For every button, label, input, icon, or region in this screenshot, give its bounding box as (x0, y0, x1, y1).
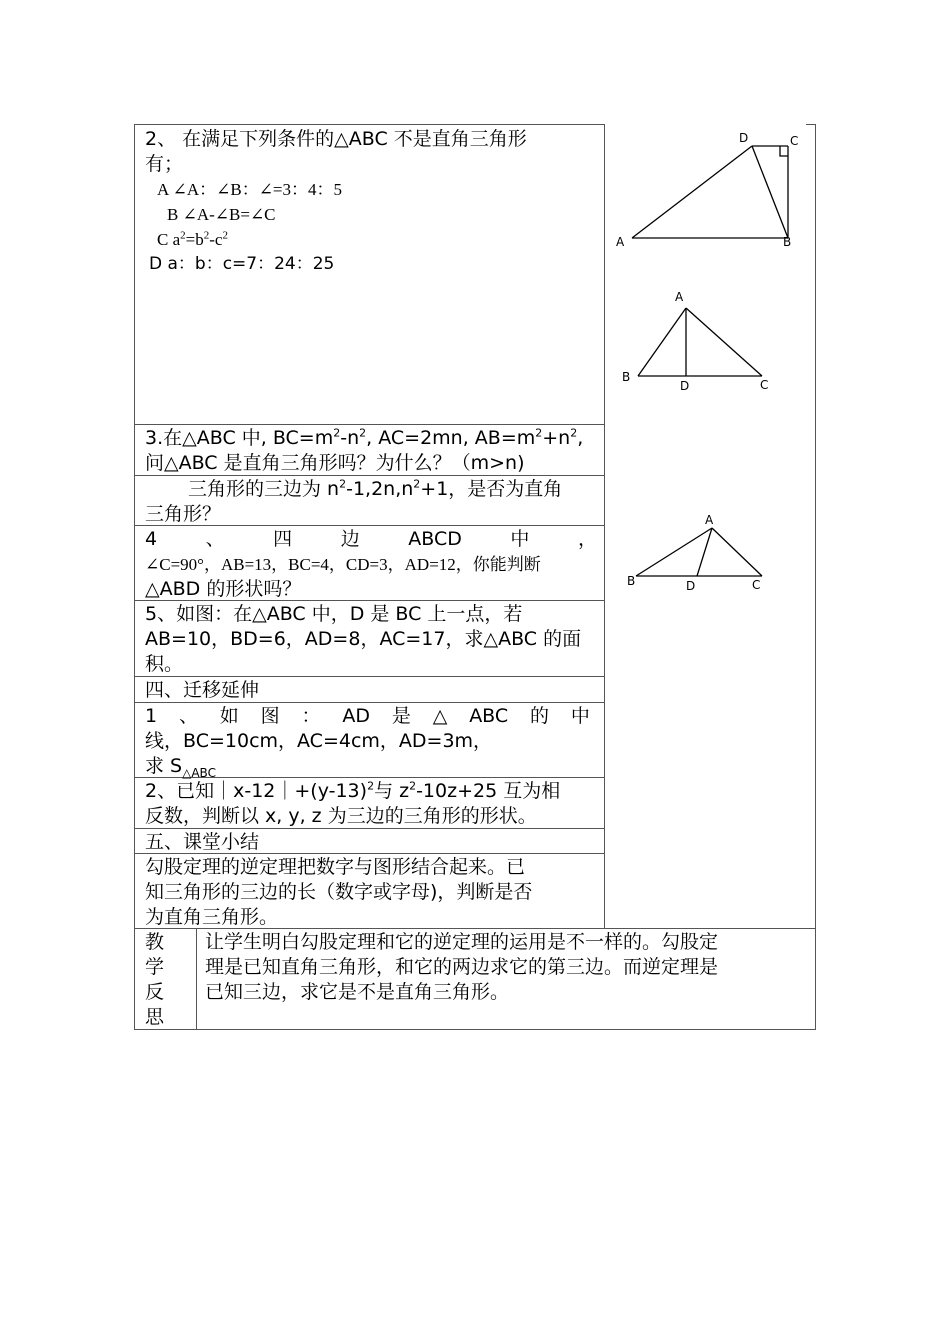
summary-line1: 勾股定理的逆定理把数字与图形结合起来。已 (145, 856, 526, 878)
question-5-line1: 5、如图：在△ABC 中，D 是 BC 上一点，若 (145, 603, 523, 625)
question-3-line1: 3.在△ABC 中, $BC=m^2-n^2$, AC=2mn, $AB=m^2+n^2$, (145, 426, 584, 449)
question-5-line3: 积。 (145, 653, 184, 675)
label-a: A (616, 235, 625, 249)
label-d: D (686, 579, 696, 593)
segment-db (752, 146, 788, 238)
reflection-line3: 已知三边，求它是不是直角三角形。 (205, 981, 510, 1003)
reflection-line2: 理是已知直角三角形，和它的两边求它的第三边。而逆定理是 (205, 956, 719, 978)
table-bottom-border (134, 1029, 816, 1030)
reflection-label-divider (196, 928, 197, 1030)
option-b: B ∠A-∠B=∠C (167, 205, 276, 224)
reflection-text (205, 930, 810, 1005)
question-3 (145, 426, 600, 476)
quadrilateral-diagram (612, 128, 808, 252)
triangle-median-diagram (624, 512, 774, 594)
reflection-line1: 让学生明白勾股定理和它的逆定理的运用是不一样的。勾股定 (205, 931, 719, 953)
segment-ad (697, 528, 712, 576)
section-5-title: 五、课堂小结 (145, 831, 260, 853)
row-divider (134, 424, 605, 425)
summary-line3: 为直角三角形。 (145, 906, 279, 928)
table-right-border (815, 124, 816, 1030)
question-4-line3: △ABD 的形状吗？ (145, 578, 302, 600)
option-c: C $a^2=b^2-c^2$ (157, 229, 228, 249)
extension-1-line2: 线，BC=10cm，AC=4cm，AD=3m， (145, 730, 493, 752)
label-c: C (760, 378, 769, 392)
label-d: D (739, 131, 749, 145)
question-3b-line2: 三角形？ (145, 503, 222, 525)
question-2 (145, 127, 600, 277)
question-2-title-cont: 有； (145, 153, 184, 175)
question-5 (145, 602, 600, 677)
top-border-right-tick (806, 124, 816, 125)
label-b: B (622, 370, 631, 384)
label-a: A (705, 513, 714, 527)
question-4-line1: 4 、 四 边 ABCD 中 ， (145, 528, 597, 550)
question-4 (145, 527, 597, 602)
label-d: D (680, 379, 690, 392)
extension-1 (145, 704, 590, 779)
question-3-line2: 问△ABC 是直角三角形吗？为什么？（m>n) (145, 452, 525, 474)
segment-ac (686, 308, 762, 376)
label-a: A (675, 290, 684, 304)
option-d: D a：b：c=7：24：25 (149, 254, 335, 274)
summary (145, 855, 600, 930)
label-c: C (790, 134, 799, 148)
extension-2-line2: 反数，判断以 x, y, z 为三边的三角形的形状。 (145, 805, 537, 827)
option-a: A ∠A：∠B：∠=3：4：5 (157, 180, 343, 199)
table-left-border (134, 124, 135, 1030)
triangle-altitude-diagram (618, 286, 778, 392)
question-4-line2: ∠C=90°，AB=13，BC=4，CD=3，AD=12，你能判断 (145, 555, 541, 574)
label-b: B (627, 574, 636, 588)
reflection-label: 教 学 反 思 (145, 931, 165, 1028)
segment-ab (636, 528, 712, 576)
segment-ad (632, 146, 752, 238)
extension-2-line1: 2、已知$|x-12|+(y-13)^2$与 $z^2-10z+25$ 互为相 (145, 779, 561, 802)
question-3b-line1: 三角形的三边为 $n^2-1,2n,n^2+1$，是否为直角 (188, 477, 563, 500)
extension-2 (145, 779, 600, 829)
label-c: C (752, 578, 761, 592)
question-2-title: 2、 在满足下列条件的△ABC 不是直角三角形 (145, 128, 527, 150)
section-4-title: 四、迁移延伸 (145, 679, 260, 701)
summary-line2: 知三角形的三边的长（数字或字母)，判断是否 (145, 881, 533, 903)
column-divider (604, 124, 605, 928)
extension-1-line3: 求 $S_{\triangle ABC}$ (145, 755, 216, 780)
label-b: B (783, 235, 792, 249)
extension-1-line1: 1 、 如 图 ： AD 是 △ ABC 的 中 (145, 705, 590, 727)
question-3b (145, 477, 600, 527)
right-angle-mark (780, 146, 788, 156)
segment-ac (712, 528, 762, 576)
question-5-line2: AB=10，BD=6，AD=8，AC=17，求△ABC 的面 (145, 628, 582, 650)
segment-ab (638, 308, 686, 376)
top-border-left (134, 124, 605, 125)
